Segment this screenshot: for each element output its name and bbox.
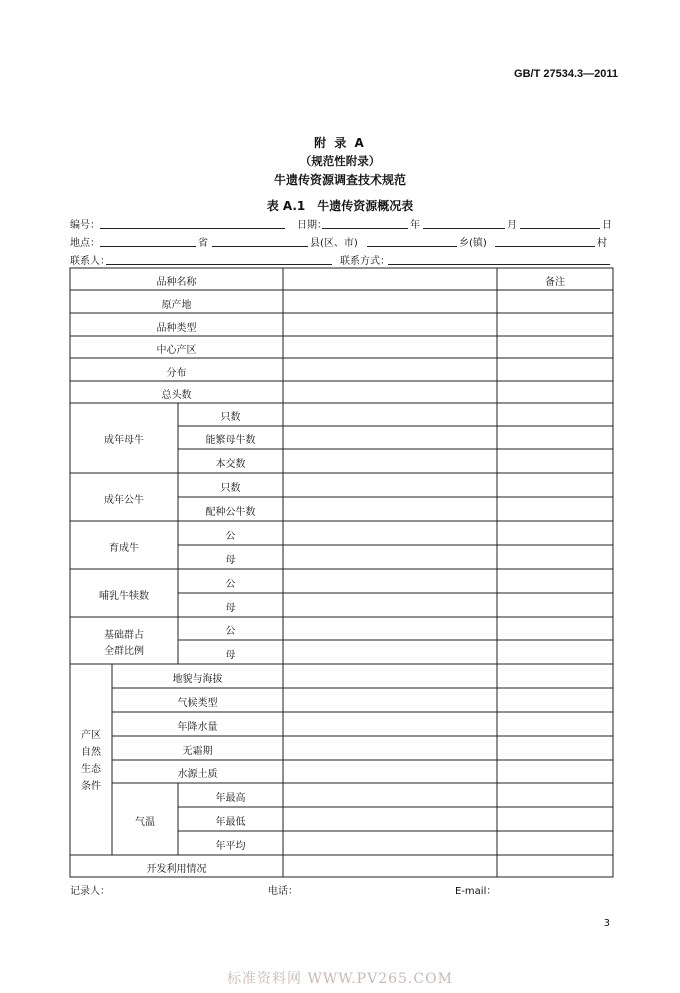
footer-phone: 电话： xyxy=(268,886,298,897)
cell-female2: 母 xyxy=(225,603,236,614)
cell-origin: 原产地 xyxy=(161,300,192,311)
cell-count: 只数 xyxy=(220,412,241,423)
watermark: 标准资料网 WWW.PV265.COM xyxy=(227,971,453,987)
cell-t-max: 年最高 xyxy=(215,793,246,804)
cell-center-area: 中心产区 xyxy=(156,345,197,356)
cell-female3: 母 xyxy=(225,650,236,661)
cell-male: 公 xyxy=(225,531,236,542)
cell-eco-line1: 产区 xyxy=(81,730,101,741)
table-border xyxy=(70,268,613,877)
standard-number: GB/T 27534.3—2011 xyxy=(514,68,618,80)
appendix-title: 附 录 A xyxy=(314,136,366,150)
field-township-label: 乡(镇) xyxy=(459,238,487,249)
footer-email: E-mail： xyxy=(455,886,497,897)
field-day-label: 日 xyxy=(602,220,612,231)
cell-count2: 只数 xyxy=(220,483,241,494)
cell-breed-type: 品种类型 xyxy=(156,323,197,334)
spec-title: 牛遗传资源调查技术规范 xyxy=(273,173,406,187)
field-contact-person-label: 联系人： xyxy=(70,256,110,267)
field-month-label: 月 xyxy=(507,220,517,231)
field-place-label: 地点： xyxy=(70,238,100,249)
cell-adult-cows: 成年母牛 xyxy=(104,435,144,446)
cell-climate-type: 气候类型 xyxy=(177,698,218,709)
cell-remarks: 备注 xyxy=(545,277,565,288)
cell-breed-name: 品种名称 xyxy=(156,277,197,288)
cell-eco-line4: 条件 xyxy=(81,781,101,792)
cell-calves: 哺乳牛犊数 xyxy=(99,591,149,602)
cell-terrain: 地貌与海拔 xyxy=(172,674,223,685)
page-number: 3 xyxy=(603,918,610,929)
field-village-label: 村 xyxy=(597,238,607,249)
field-year-label: 年 xyxy=(410,220,420,231)
cell-male2: 公 xyxy=(225,579,236,590)
field-province-label: 省 xyxy=(198,238,208,249)
cell-rainfall: 年降水量 xyxy=(177,722,218,733)
field-no-label: 编号： xyxy=(70,220,100,231)
cell-male3: 公 xyxy=(225,626,236,637)
cell-breeding-bulls: 配种公牛数 xyxy=(205,507,256,518)
cell-young-cattle: 育成牛 xyxy=(109,543,139,554)
footer-recorder: 记录人： xyxy=(70,886,110,897)
field-county-label: 县(区、市) xyxy=(310,238,358,249)
normative-label: （规范性附录） xyxy=(299,154,381,168)
cell-distribution: 分布 xyxy=(166,368,187,379)
table-title: 表 A.1 牛遗传资源概况表 xyxy=(266,199,414,213)
cell-utilization: 开发利用情况 xyxy=(146,864,207,875)
cell-crossbred: 本交数 xyxy=(215,459,246,470)
cell-eco-line3: 生态 xyxy=(81,764,101,775)
cell-temperature: 气温 xyxy=(135,817,155,828)
cell-water-soil: 水源土质 xyxy=(177,769,218,780)
cell-t-avg: 年平均 xyxy=(215,841,246,852)
cell-base-ratio-line2: 全群比例 xyxy=(104,646,144,657)
cell-female: 母 xyxy=(225,555,236,566)
cell-adult-bulls: 成年公牛 xyxy=(104,495,144,506)
cell-total-heads: 总头数 xyxy=(161,390,192,401)
cell-fertile-cows: 能繁母牛数 xyxy=(205,435,256,446)
cell-t-min: 年最低 xyxy=(215,817,246,828)
cell-eco-line2: 自然 xyxy=(81,747,101,758)
cell-base-ratio-line1: 基础群占 xyxy=(104,630,144,641)
cell-frost-free: 无霜期 xyxy=(182,746,213,757)
field-contact-method-label: 联系方式： xyxy=(340,256,390,267)
field-date-label: 日期： xyxy=(297,220,327,231)
